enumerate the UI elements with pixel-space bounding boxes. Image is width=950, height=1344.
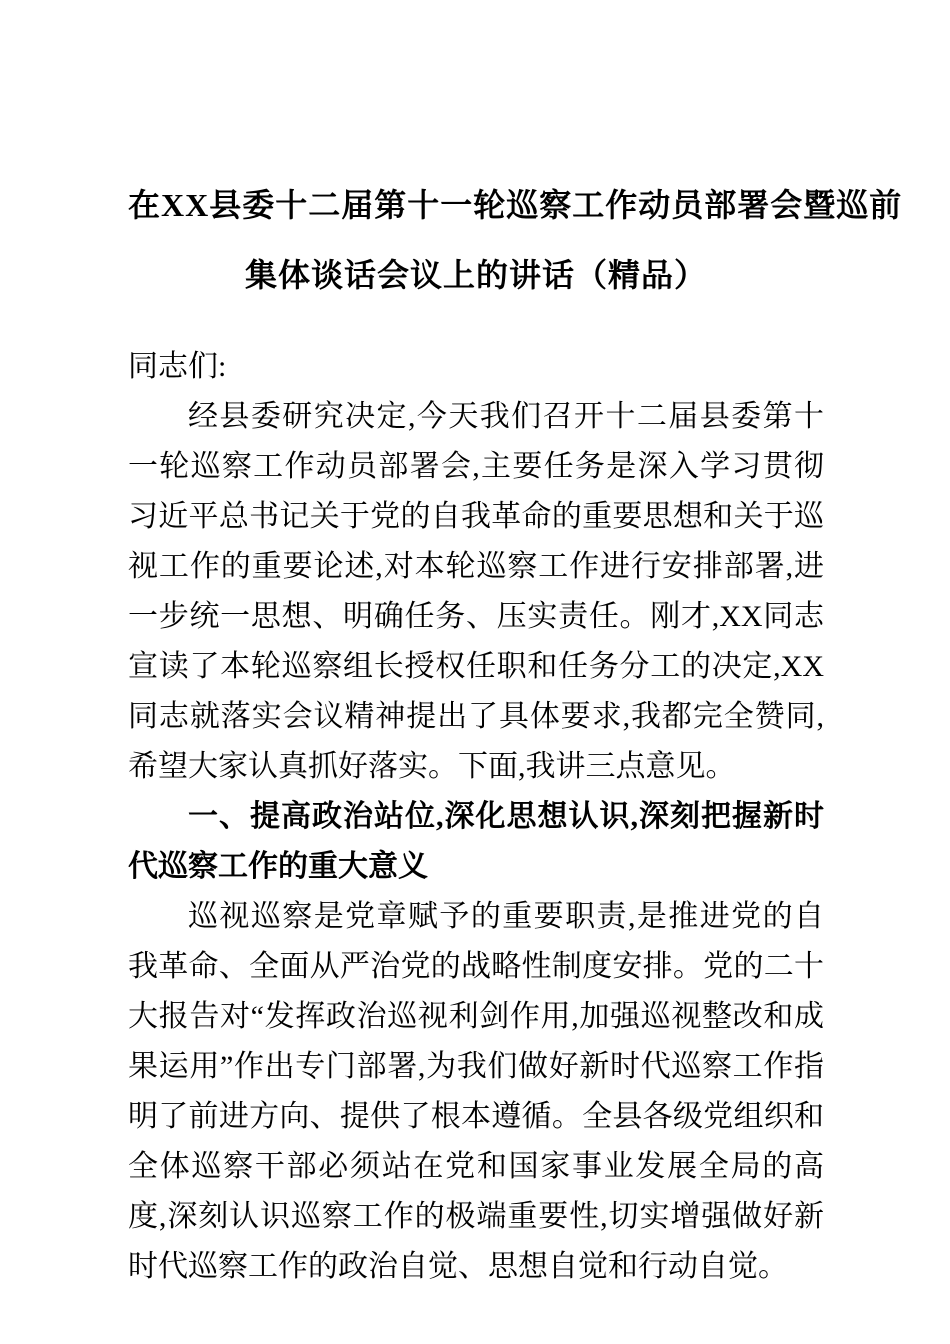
document-title xyxy=(128,170,903,310)
title-line-1: 在XX县委十二届第十一轮巡察工作动员部署会暨巡前 xyxy=(128,187,903,223)
section-heading-1: 一、提高政治站位,深化思想认识,深刻把握新时代巡察工作的重大意义 xyxy=(128,800,824,883)
paragraph-section-1: 巡视巡察是党章赋予的重要职责,是推进党的自我革命、全面从严治党的战略性制度安排。党的二十大报告对“发挥政治巡视利剑作用,加强巡视整改和成果运用”作出专门部署,为我们做好新时代巡察工作指明了前进方向、提供了根本遵循。全县各级党组织和全体巡察干部必须站在党和国家事业发展全局的高度,深刻认识巡察工作的极端重要性,切实增强做好新时代巡察工作的政治自觉、思想自觉和行动自觉。 xyxy=(128,900,824,1283)
paragraph-opening: 经县委研究决定,今天我们召开十二届县委第十一轮巡察工作动员部署会,主要任务是深入学习贯彻习近平总书记关于党的自我革命的重要思想和关于巡视工作的重要论述,对本轮巡察工作进行安排部署,进一步统一思想、明确任务、压实责任。刚才,XX同志宣读了本轮巡察组长授权任职和任务分工的决定,XX同志就落实会议精神提出了具体要求,我都完全赞同,希望大家认真抓好落实。下面,我讲三点意见。 xyxy=(128,400,824,783)
document-page xyxy=(128,170,903,1292)
greeting-line: 同志们: xyxy=(128,350,227,383)
title-line-2: 集体谈话会议上的讲话（精品） xyxy=(244,257,707,293)
